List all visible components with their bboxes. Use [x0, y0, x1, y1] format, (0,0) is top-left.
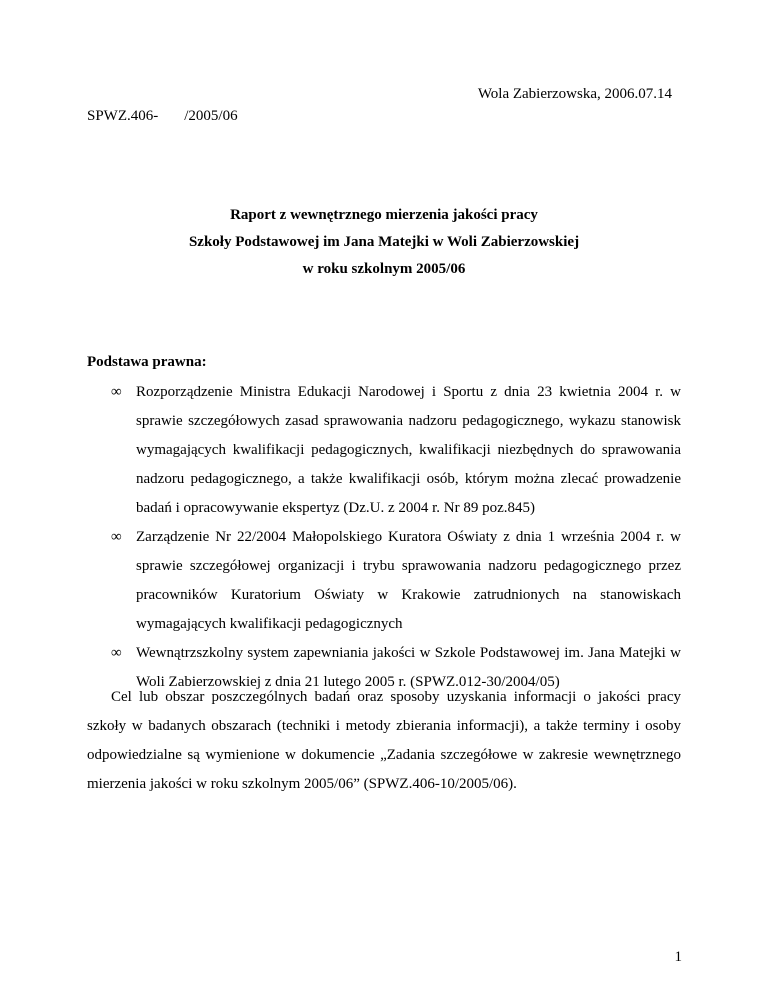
legal-basis-list	[87, 378, 681, 697]
document-signature	[87, 108, 238, 125]
infinity-bullet-icon: ∞	[111, 645, 122, 661]
title-line-1: Raport z wewnętrznego mierzenia jakości pracy	[230, 207, 538, 223]
infinity-bullet-icon: ∞	[111, 529, 122, 545]
signature-suffix: /2005/06	[184, 108, 238, 124]
report-title	[0, 202, 768, 283]
legal-basis-item-text: Wewnątrzszkolny system zapewniania jakości w Szkole Podstawowej im. Jana Matejki w Woli Zabierzowskiej z dnia 21 lutego 2005 r. (SPWZ.012-30/2004/05)	[136, 645, 681, 690]
title-line-3: w roku szkolnym 2005/06	[302, 261, 466, 277]
page-number: 1	[674, 949, 682, 965]
signature-prefix: SPWZ.406-	[87, 108, 159, 124]
legal-basis-heading: Podstawa prawna:	[87, 354, 207, 370]
legal-basis-item-text: Rozporządzenie Ministra Edukacji Narodowej i Sportu z dnia 23 kwietnia 2004 r. w sprawie szczegółowych zasad sprawowania nadzoru pedagogicznego, wykazu stanowisk wymagających kwalifikacji pedagogicznych, kwalifikacji niezbędnych do sprawowania nadzoru pedagogicznego, a także kwalifikacji osób, którym można zlecać prowadzenie badań i opracowywanie ekspertyz (Dz.U. z 2004 r. Nr 89 poz.845)	[136, 384, 681, 516]
infinity-bullet-icon: ∞	[111, 384, 122, 400]
body-paragraph: Cel lub obszar poszczególnych badań oraz sposoby uzyskania informacji o jakości pracy szkoły w badanych obszarach (techniki i metody zbierania informacji), a także terminy i osoby odpowiedzialne są wymienione w dokumencie „Zadania szczegółowe w zakresie wewnętrznego mierzenia jakości w roku szkolnym 2005/06” (SPWZ.406-10/2005/06).	[87, 689, 681, 792]
title-line-2: Szkoły Podstawowej im Jana Matejki w Woli Zabierzowskiej	[188, 234, 580, 250]
legal-basis-item-text: Zarządzenie Nr 22/2004 Małopolskiego Kuratora Oświaty z dnia 1 września 2004 r. w sprawie szczegółowej organizacji i trybu sprawowania nadzoru pedagogicznego przez pracowników Kuratorium Oświaty w Krakowie zatrudnionych na stanowiskach wymagających kwalifikacji pedagogicznych	[136, 529, 681, 632]
place-date: Wola Zabierzowska, 2006.07.14	[477, 86, 672, 102]
legal-basis-item	[87, 523, 681, 639]
legal-basis-item	[87, 378, 681, 523]
